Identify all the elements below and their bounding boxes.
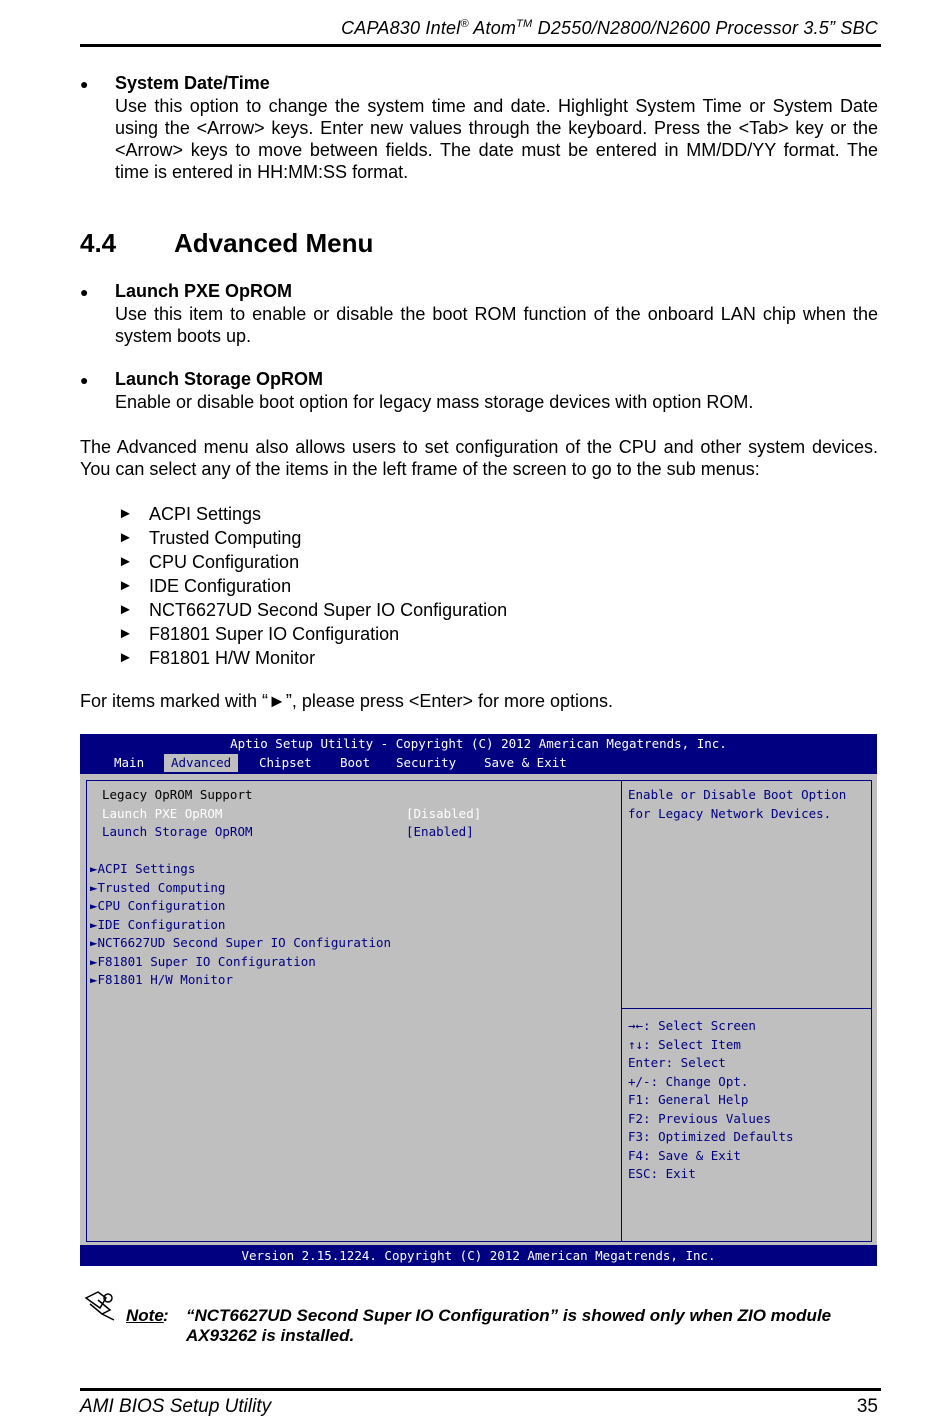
key-help-line: +/-: Change Opt. — [628, 1074, 749, 1089]
arrow-right-icon: ► — [118, 529, 133, 546]
bios-menu-f81801-hw[interactable]: ►F81801 H/W Monitor — [90, 972, 233, 987]
bios-menu-trusted[interactable]: ►Trusted Computing — [90, 880, 226, 895]
launch-storage-title: Launch Storage OpROM — [115, 369, 324, 389]
bullet-icon: ● — [80, 284, 89, 300]
header-rest: D2550/N2800/N2600 Processor 3.5” SBC — [532, 18, 878, 38]
arrow-right-icon: ► — [118, 601, 133, 618]
bios-menu-acpi[interactable]: ►ACPI Settings — [90, 861, 196, 876]
system-datetime-text: Use this option to change the system time and date. Highlight System Time or System Date using the <Arrow> keys. Enter new values through the keyboard. Press the <Tab> key or the <Arrow> keys to move between fields. The date must be entered in MM/DD/YY format. The time is entered in HH:MM:SS format. — [115, 96, 878, 182]
help-text-line: for Legacy Network Devices. — [628, 806, 832, 821]
launch-pxe-title: Launch PXE OpROM — [115, 281, 293, 301]
page-header — [80, 18, 878, 39]
submenu-item: ► F81801 H/W Monitor — [118, 648, 316, 668]
key-help-line: F4: Save & Exit — [628, 1148, 741, 1163]
bios-menu-cpu[interactable]: ►CPU Configuration — [90, 898, 226, 913]
arrow-right-icon: ► — [118, 577, 133, 594]
footer-rule — [80, 1388, 881, 1391]
submenu-item: ► Trusted Computing — [118, 528, 302, 548]
help-text-line: Enable or Disable Boot Option — [628, 787, 847, 802]
bios-title-bar — [80, 734, 877, 774]
tab-advanced[interactable]: Advanced — [164, 754, 238, 772]
items-note: For items marked with “►”, please press <Enter> for more options. — [80, 691, 614, 711]
submenu-item: ► ACPI Settings — [118, 504, 262, 524]
bios-title: Aptio Setup Utility - Copyright (C) 2012 American Megatrends, Inc. — [230, 736, 727, 751]
note-colon: : — [163, 1306, 169, 1325]
note-icon — [80, 1288, 120, 1322]
bios-menu-f81801-sio[interactable]: ►F81801 Super IO Configuration — [90, 954, 316, 969]
key-help-line: F3: Optimized Defaults — [628, 1129, 794, 1144]
launch-storage-value[interactable]: [Enabled] — [406, 824, 474, 839]
key-help-line: Enter: Select — [628, 1055, 726, 1070]
launch-storage-text: Enable or disable boot option for legacy mass storage devices with option ROM. — [115, 392, 754, 412]
bios-menu-ide[interactable]: ►IDE Configuration — [90, 917, 226, 932]
key-help-line: F1: General Help — [628, 1092, 749, 1107]
arrow-right-icon: ► — [118, 625, 133, 642]
bullet-icon: ● — [80, 372, 89, 388]
trademark-mark: TM — [516, 18, 533, 30]
key-help-line: ESC: Exit — [628, 1166, 696, 1181]
section-number: 4.4 — [80, 228, 117, 258]
launch-pxe-value[interactable]: [Disabled] — [406, 806, 482, 821]
tab-main[interactable]: Main — [114, 755, 145, 770]
tab-chipset[interactable]: Chipset — [259, 755, 312, 770]
bios-screenshot — [80, 734, 877, 1266]
key-help-line: →←: Select Screen — [628, 1018, 756, 1033]
header-product: CAPA830 Intel — [341, 18, 461, 38]
submenu-item: ► CPU Configuration — [118, 552, 300, 572]
arrow-right-icon: ► — [118, 553, 133, 570]
launch-pxe-setting[interactable]: Launch PXE OpROM — [102, 806, 223, 821]
note-label: Note — [126, 1306, 164, 1325]
bios-menu-nct6627ud[interactable]: ►NCT6627UD Second Super IO Configuration — [90, 935, 392, 950]
header-rule — [80, 44, 881, 47]
bullet-icon: ● — [80, 76, 89, 92]
submenu-item: ► NCT6627UD Second Super IO Configuration — [118, 600, 508, 620]
legacy-oprom-label: Legacy OpROM Support — [102, 787, 253, 802]
arrow-right-icon: ► — [118, 505, 133, 522]
system-datetime-title: System Date/Time — [115, 73, 270, 93]
arrow-right-icon: ► — [118, 649, 133, 666]
submenu-item: ► IDE Configuration — [118, 576, 292, 596]
bios-help-divider — [621, 1008, 871, 1009]
section-title: Advanced Menu — [174, 228, 374, 258]
submenu-list — [118, 502, 507, 670]
footer-title: AMI BIOS Setup Utility — [80, 1396, 272, 1417]
key-help-line: F2: Previous Values — [628, 1111, 771, 1126]
launch-storage-setting[interactable]: Launch Storage OpROM — [102, 824, 253, 839]
submenu-item: ► F81801 Super IO Configuration — [118, 624, 400, 644]
key-help-line: ↑↓: Select Item — [628, 1037, 741, 1052]
registered-mark: ® — [460, 18, 469, 30]
header-atom: Atom — [468, 18, 517, 38]
bios-version-bar: Version 2.15.1224. Copyright (C) 2012 American Megatrends, Inc. — [80, 1245, 877, 1266]
launch-pxe-text: Use this item to enable or disable the boot ROM function of the onboard LAN chip when the system boots up. — [115, 304, 878, 346]
tab-security[interactable]: Security — [396, 755, 457, 770]
advanced-intro: The Advanced menu also allows users to set configuration of the CPU and other system devices. You can select any of the items in the left frame of the screen to go to the sub menus: — [80, 437, 878, 479]
page-number: 35 — [856, 1396, 878, 1417]
tab-save-exit[interactable]: Save & Exit — [484, 755, 567, 770]
bios-settings-panel — [86, 780, 622, 1242]
note-text: “NCT6627UD Second Super IO Configuration” is showed only when ZIO module AX93262 is installed. — [186, 1306, 832, 1345]
tab-boot[interactable]: Boot — [340, 755, 371, 770]
